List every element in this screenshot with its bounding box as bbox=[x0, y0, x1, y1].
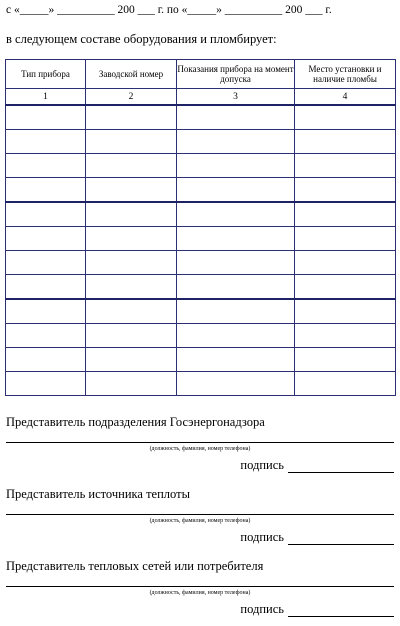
equipment-table bbox=[5, 59, 396, 396]
table-cell[interactable] bbox=[295, 324, 396, 348]
table-cell[interactable] bbox=[295, 299, 396, 324]
signature-input-line[interactable] bbox=[288, 460, 394, 473]
table-cell[interactable] bbox=[295, 130, 396, 154]
signature-label: подпись bbox=[240, 530, 284, 544]
table-cell[interactable] bbox=[86, 299, 177, 324]
table-row bbox=[6, 154, 396, 178]
table-cell[interactable] bbox=[86, 130, 177, 154]
table-cell[interactable] bbox=[295, 154, 396, 178]
column-number: 4 bbox=[295, 89, 396, 106]
table-cell[interactable] bbox=[6, 251, 86, 275]
period-line: с «_____» __________ 200 ___ г. по «_____» __________ 200 ___ г. bbox=[6, 4, 332, 16]
table-cell[interactable] bbox=[177, 299, 295, 324]
table-row bbox=[6, 324, 396, 348]
table-cell[interactable] bbox=[6, 154, 86, 178]
signature-line[interactable] bbox=[6, 576, 394, 587]
table-cell[interactable] bbox=[177, 105, 295, 130]
table-cell[interactable] bbox=[295, 178, 396, 203]
table-cell[interactable] bbox=[6, 275, 86, 300]
table-cell[interactable] bbox=[6, 372, 86, 396]
table-cell[interactable] bbox=[86, 154, 177, 178]
table-cell[interactable] bbox=[86, 324, 177, 348]
table-cell[interactable] bbox=[177, 275, 295, 300]
table-cell[interactable] bbox=[177, 324, 295, 348]
table-cell[interactable] bbox=[86, 227, 177, 251]
table-cell[interactable] bbox=[295, 372, 396, 396]
signature-field bbox=[6, 602, 394, 617]
signature-field bbox=[6, 458, 394, 473]
signature-label: подпись bbox=[240, 602, 284, 616]
table-row bbox=[6, 105, 396, 130]
signature-title: Представитель источника теплоты bbox=[6, 487, 190, 501]
header-reading: Показания прибора на момент допуска bbox=[177, 60, 295, 89]
table-cell[interactable] bbox=[295, 348, 396, 372]
signature-title: Представитель тепловых сетей или потребителя bbox=[6, 559, 264, 573]
table-cell[interactable] bbox=[295, 227, 396, 251]
table-cell[interactable] bbox=[6, 130, 86, 154]
signature-caption: (должность, фамилия, номер телефона) bbox=[149, 590, 251, 596]
table-cell[interactable] bbox=[177, 202, 295, 227]
table-cell[interactable] bbox=[295, 105, 396, 130]
table-cell[interactable] bbox=[177, 178, 295, 203]
table-cell[interactable] bbox=[177, 130, 295, 154]
signature-block-gosenergonadzor bbox=[6, 415, 394, 473]
table-cell[interactable] bbox=[86, 178, 177, 203]
table-row bbox=[6, 130, 396, 154]
table-cell[interactable] bbox=[295, 202, 396, 227]
table-cell[interactable] bbox=[177, 227, 295, 251]
table-cell[interactable] bbox=[86, 348, 177, 372]
intro-text: в следующем составе оборудования и пломбирует: bbox=[6, 32, 277, 46]
signature-line[interactable] bbox=[6, 432, 394, 443]
table-cell[interactable] bbox=[6, 227, 86, 251]
header-location-seal: Место установки и наличие пломбы bbox=[295, 60, 396, 89]
table-cell[interactable] bbox=[86, 251, 177, 275]
signature-line[interactable] bbox=[6, 504, 394, 515]
table-cell[interactable] bbox=[295, 251, 396, 275]
table-cell[interactable] bbox=[177, 372, 295, 396]
table-cell[interactable] bbox=[86, 105, 177, 130]
table-cell[interactable] bbox=[86, 202, 177, 227]
header-device-type: Тип прибора bbox=[6, 60, 86, 89]
column-number: 1 bbox=[6, 89, 86, 106]
column-number-row bbox=[6, 89, 396, 106]
signature-input-line[interactable] bbox=[288, 532, 394, 545]
signature-block-heat-networks bbox=[6, 559, 394, 617]
table-cell[interactable] bbox=[177, 348, 295, 372]
table-row bbox=[6, 251, 396, 275]
table-cell[interactable] bbox=[177, 154, 295, 178]
column-number: 3 bbox=[177, 89, 295, 106]
column-number: 2 bbox=[86, 89, 177, 106]
table-row bbox=[6, 348, 396, 372]
table-row bbox=[6, 202, 396, 227]
table-row bbox=[6, 299, 396, 324]
table-cell[interactable] bbox=[86, 372, 177, 396]
table-cell[interactable] bbox=[86, 275, 177, 300]
table-row bbox=[6, 227, 396, 251]
table-cell[interactable] bbox=[177, 251, 295, 275]
header-serial-number: Заводской номер bbox=[86, 60, 177, 89]
signature-caption: (должность, фамилия, номер телефона) bbox=[149, 446, 251, 452]
table-cell[interactable] bbox=[6, 348, 86, 372]
table-row bbox=[6, 372, 396, 396]
table-header-row bbox=[6, 60, 396, 89]
signature-block-heat-source bbox=[6, 487, 394, 545]
signature-label: подпись bbox=[240, 458, 284, 472]
table-cell[interactable] bbox=[6, 202, 86, 227]
table-cell[interactable] bbox=[6, 105, 86, 130]
signature-field bbox=[6, 530, 394, 545]
table-cell[interactable] bbox=[295, 275, 396, 300]
signature-caption: (должность, фамилия, номер телефона) bbox=[149, 518, 251, 524]
table-cell[interactable] bbox=[6, 299, 86, 324]
table-row bbox=[6, 178, 396, 203]
signature-title: Представитель подразделения Госэнергонадзора bbox=[6, 415, 265, 429]
table-row bbox=[6, 275, 396, 300]
table-cell[interactable] bbox=[6, 178, 86, 203]
table-cell[interactable] bbox=[6, 324, 86, 348]
signature-input-line[interactable] bbox=[288, 604, 394, 617]
